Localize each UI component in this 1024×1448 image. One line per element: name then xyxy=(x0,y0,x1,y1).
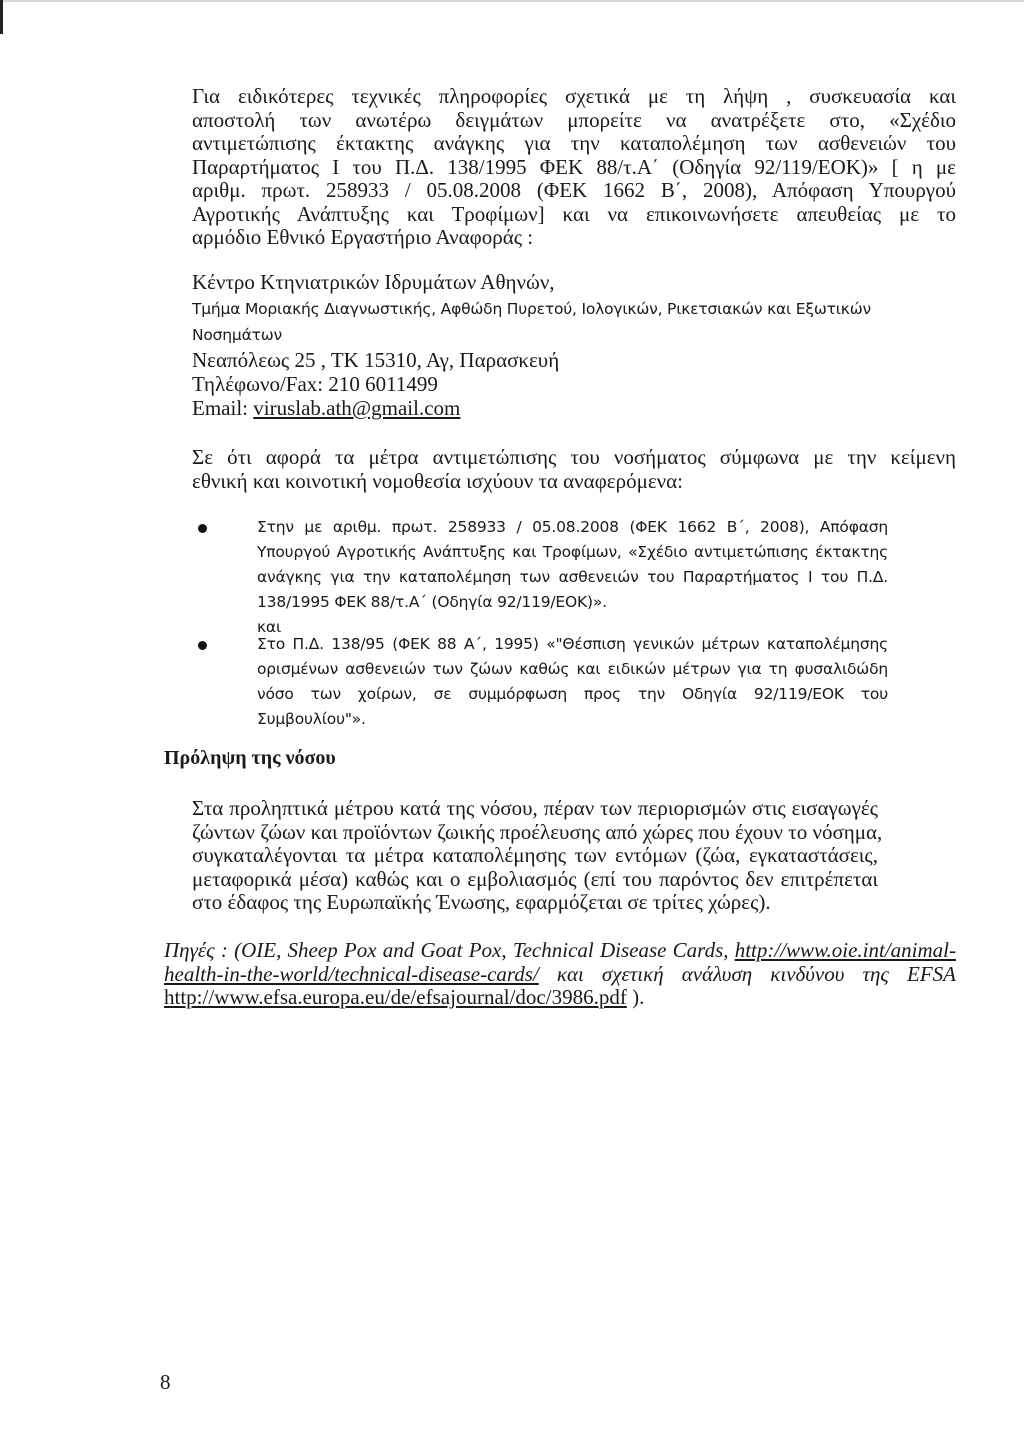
intro-line: αποστολή των ανωτέρω δειγμάτων μπορείτε να ανατρέξετε στο, «Σχέδιο xyxy=(192,107,956,132)
email-label: Email: xyxy=(192,396,254,420)
sources-closing: ). xyxy=(626,985,645,1009)
page-number: 8 xyxy=(160,1370,171,1394)
bullet-item-2 xyxy=(257,632,888,732)
prevention-paragraph xyxy=(192,796,883,915)
bullet-line: 138/1995 ΦΕΚ 88/τ.Α΄ (Οδηγία 92/119/ΕΟΚ)». xyxy=(257,593,607,611)
bullet-line: Υπουργού Αγροτικής Ανάπτυξης και Τροφίμων, «Σχέδιο αντιμετώπισης έκτακτης xyxy=(257,543,888,561)
scan-edge-mark xyxy=(0,0,3,34)
email-link[interactable]: viruslab.ath@gmail.com xyxy=(253,396,461,420)
bullet-marker xyxy=(198,524,207,533)
bullet-line: Στο Π.Δ. 138/95 (ΦΕΚ 88 Α΄, 1995) «"Θέσπιση γενικών μέτρων καταπολέμησης xyxy=(257,635,888,653)
intro-line: Για ειδικότερες τεχνικές πληροφορίες σχετικά με τη λήψη , συσκευασία και xyxy=(192,84,956,108)
legislation-line: Σε ότι αφορά τα μέτρα αντιμετώπισης του νοσήματος σύμφωνα με την κείμενη xyxy=(192,445,956,469)
connector-text: και xyxy=(257,618,281,636)
lab-department: Τμήμα Μοριακής Διαγνωστικής, Αφθώδη Πυρετού, Ιολογικών, Ρικετσιακών και Εξωτικών xyxy=(192,300,871,318)
intro-line: αρμόδιο Εθνικό Εργαστήριο Αναφοράς : xyxy=(192,225,534,249)
prevention-line: ζώντων ζώων και προϊόντων ζωικής προέλευσης από χώρες που έχουν το νόσημα, xyxy=(192,819,883,844)
prevention-line: στο έδαφος της Ευρωπαϊκής Ένωσης, εφαρμόζεται σε τρίτες χώρες). xyxy=(192,890,771,914)
sources-line xyxy=(164,939,956,963)
sources-line xyxy=(164,986,956,1010)
scan-top-edge xyxy=(0,0,1024,2)
intro-paragraph xyxy=(192,85,956,250)
sources-line xyxy=(164,963,956,987)
bullet-line: ορισμένων ασθενειών των ζώων καθώς και ειδικών μέτρων για τη φυσαλιδώδη xyxy=(257,660,888,678)
lab-department: Νοσημάτων xyxy=(192,326,282,344)
lab-address: Νεαπόλεως 25 , ΤΚ 15310, Αγ, Παρασκευή xyxy=(192,348,560,372)
legislation-paragraph xyxy=(192,446,956,493)
bullet-line: Συμβουλίου"». xyxy=(257,710,366,728)
intro-line: αριθμ. πρωτ. 258933 / 05.08.2008 (ΦΕΚ 1662 Β΄, 2008), Απόφαση Υπουργού xyxy=(192,178,956,202)
bullet-item-1 xyxy=(257,515,888,640)
prevention-line: μεταφορικά μέσα) καθώς και ο εμβολιασμός (επί του παρόντος δεν επιτρέπεται xyxy=(192,866,878,891)
intro-line: Αγροτικής Ανάπτυξης και Τροφίμων] και να επικοινωνήσετε απευθείας με το xyxy=(192,201,956,226)
legislation-line: εθνική και κοινοτική νομοθεσία ισχύουν τα αναφερόμενα: xyxy=(192,468,684,493)
lab-name: Κέντρο Κτηνιατρικών Ιδρυμάτων Αθηνών, xyxy=(192,270,555,294)
sources-suffix: και σχετική ανάλυση κινδύνου της EFSA xyxy=(538,961,956,986)
bullet-line: Στην με αριθμ. πρωτ. 258933 / 05.08.2008 (ΦΕΚ 1662 Β΄, 2008), Απόφαση xyxy=(257,518,888,536)
oie-link[interactable]: health-in-the-world/technical-disease-cards/ xyxy=(164,961,539,986)
oie-link[interactable]: http://www.oie.int/animal- xyxy=(734,938,956,962)
intro-line: Παραρτήματος Ι του Π.Δ. 138/1995 ΦΕΚ 88/τ.Α΄ (Οδηγία 92/119/ΕΟΚ)» [ η με xyxy=(192,154,956,179)
bullet-marker xyxy=(198,641,207,650)
lab-contact xyxy=(192,269,962,420)
sources-paragraph xyxy=(164,939,956,1010)
lab-phone: Τηλέφωνο/Fax: 210 6011499 xyxy=(192,372,438,396)
prevention-line: Στα προληπτικά μέτρου κατά της νόσου, πέραν των περιορισμών στις εισαγωγές xyxy=(192,796,878,820)
intro-line: αντιμετώπισης έκτακτης ανάγκης για την καταπολέμηση των ασθενειών του xyxy=(192,131,956,155)
section-heading: Πρόληψη της νόσου xyxy=(164,747,336,769)
bullet-line: νόσο των χοίρων, σε συμμόρφωση προς την Οδηγία 92/119/ΕΟΚ του xyxy=(257,685,888,703)
bullet-line: ανάγκης για την καταπολέμηση των ασθενειών του Παραρτήματος Ι του Π.Δ. xyxy=(257,568,888,586)
sources-prefix: Πηγές : (OIE, Sheep Pox and Goat Pox, Technical Disease Cards, xyxy=(164,938,735,962)
efsa-link[interactable]: http://www.efsa.europa.eu/de/efsajournal/doc/3986.pdf xyxy=(164,985,627,1009)
lab-email-line xyxy=(192,396,962,420)
prevention-line: συγκαταλέγονται τα μέτρα καταπολέμησης των εντόμων (ζώα, εγκαταστάσεις, xyxy=(192,843,878,867)
